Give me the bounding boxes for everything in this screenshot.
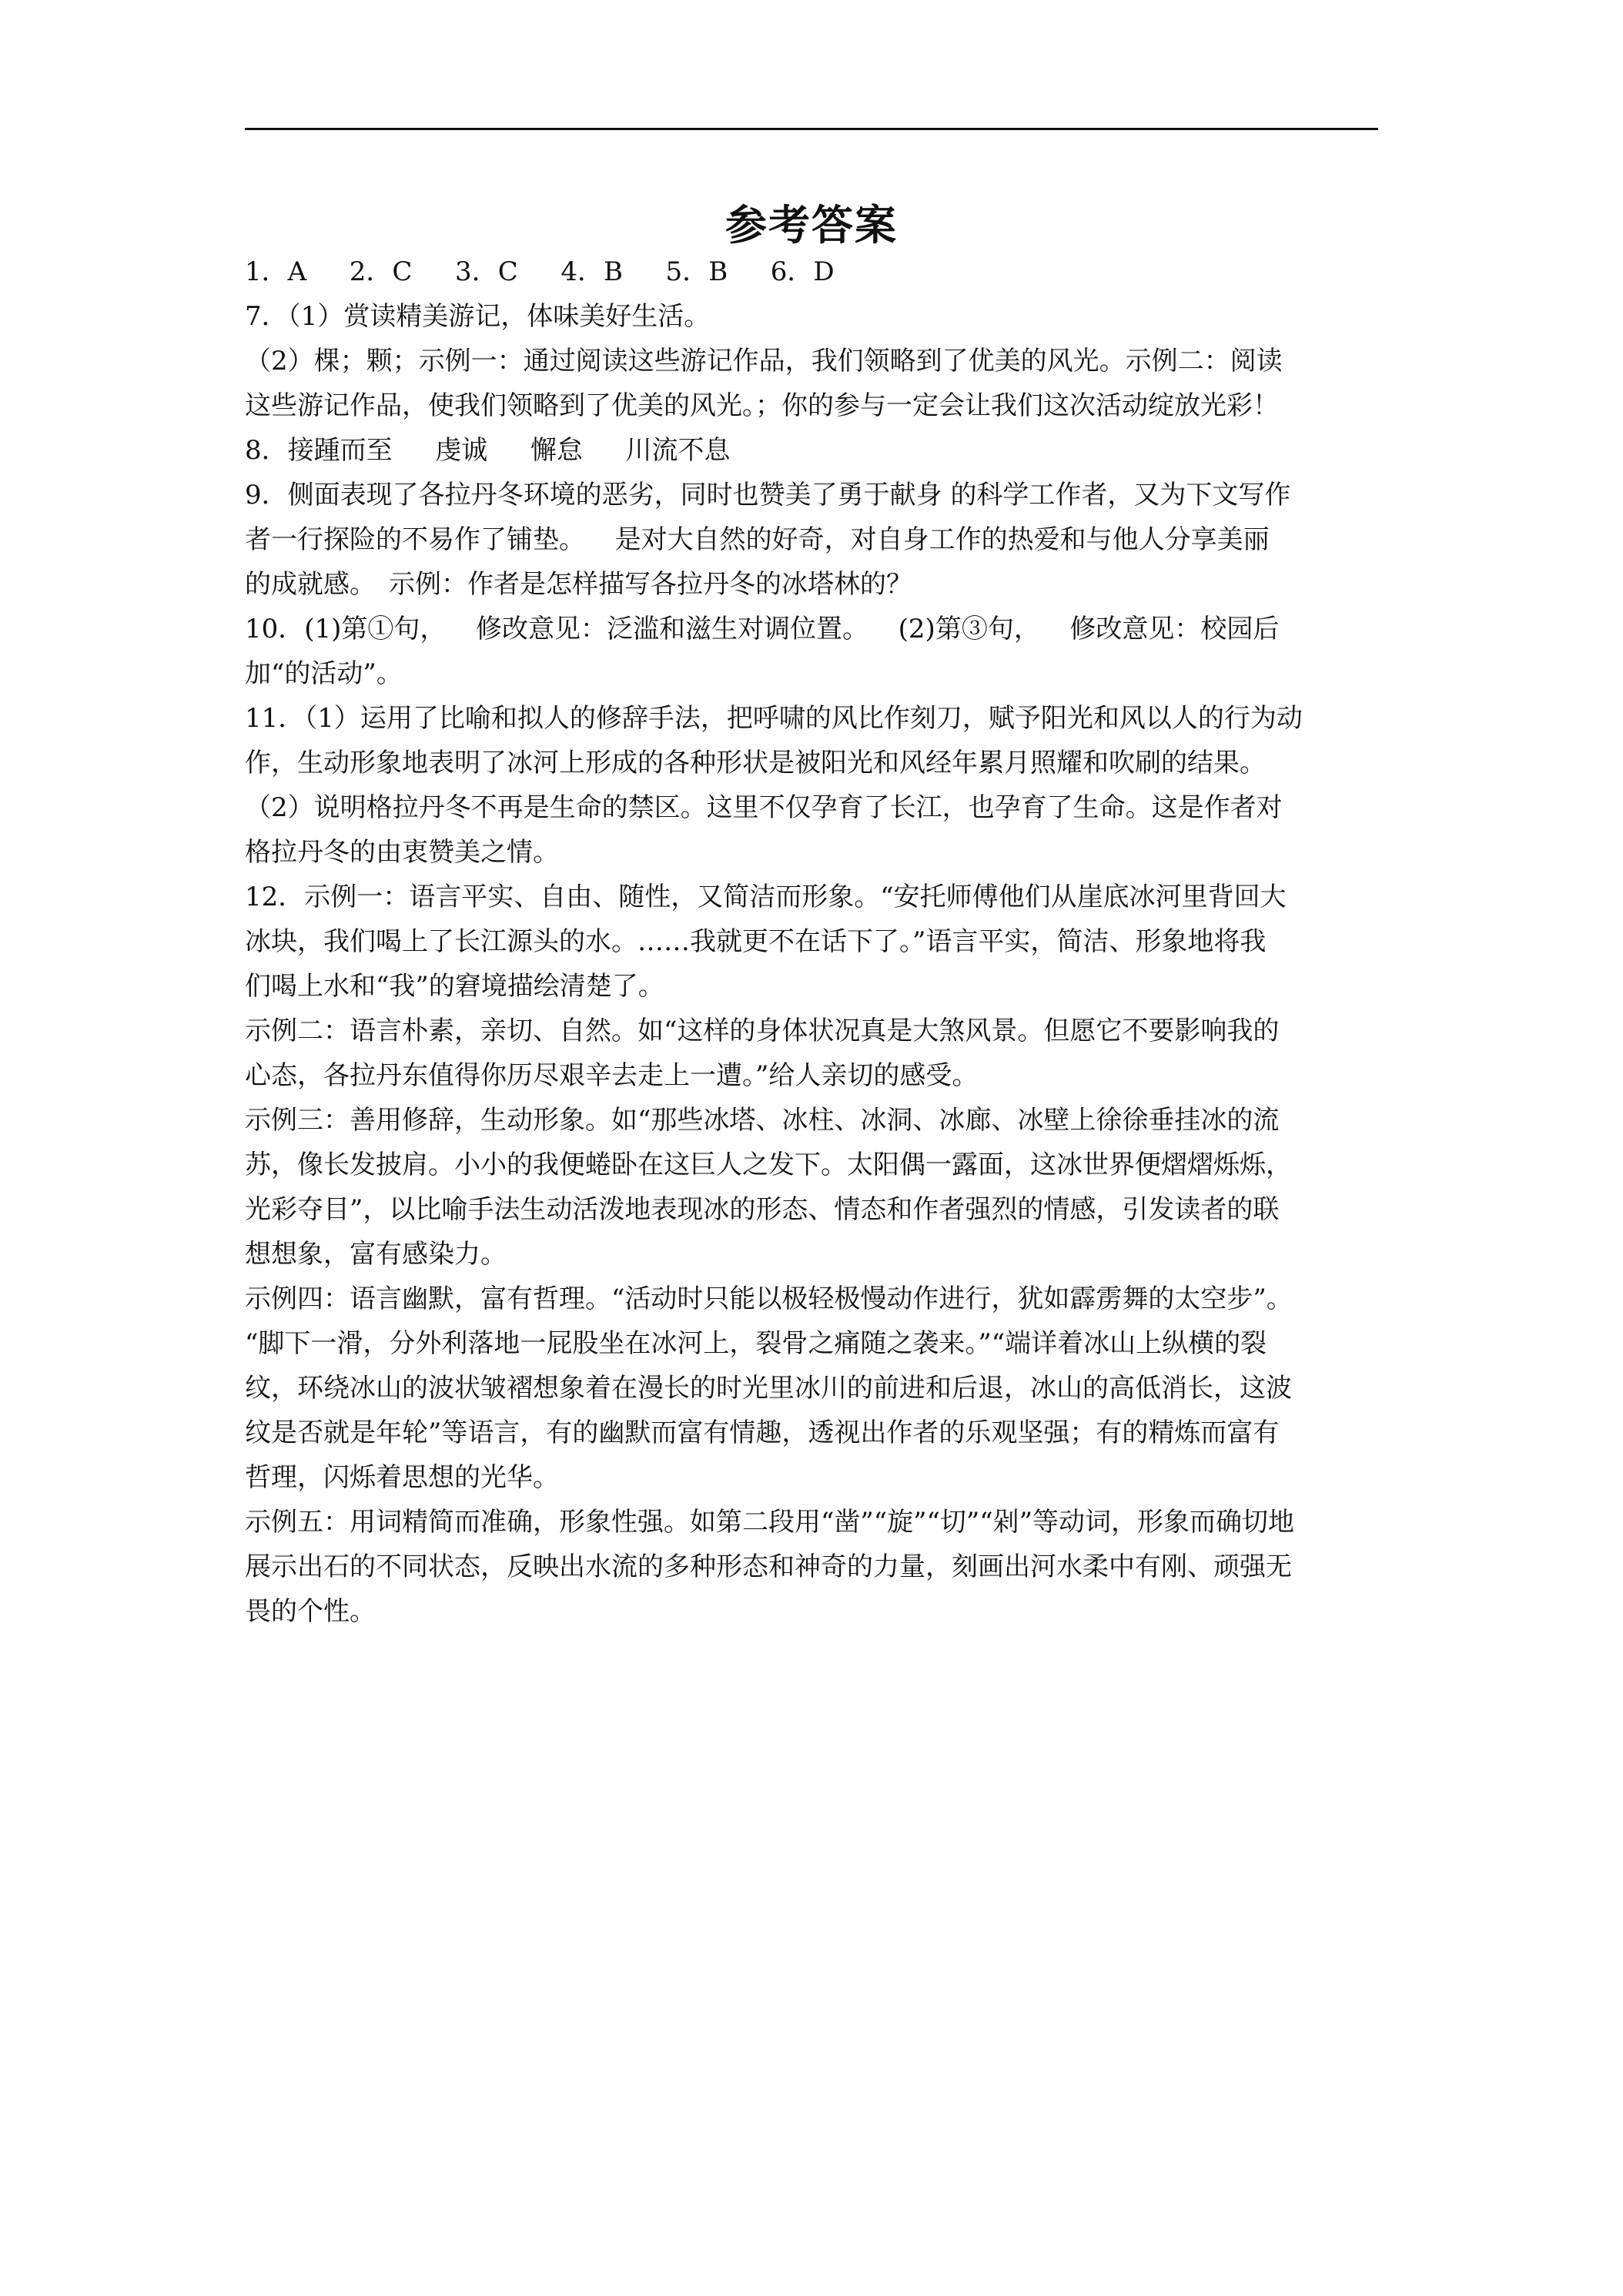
- answer-line: 9．侧面表现了各拉丹冬环境的恶劣，同时也赞美了勇于献身 的科学工作者，又为下文写作: [245, 480, 1291, 510]
- answer-line: 7．（1）赏读精美游记，体味美好生活。: [245, 301, 711, 332]
- answer-line: 们喝上水和“我”的窘境描绘清楚了。: [245, 971, 664, 1002]
- answer-line: 格拉丹冬的由衷赞美之情。: [245, 837, 559, 868]
- answer-line: 示例四：语言幽默，富有哲理。“活动时只能以极轻极慢动作进行，犹如霹雳舞的太空步”。: [245, 1284, 1293, 1314]
- answer-line: 纹，环绕冰山的波状皱褶想象着在漫长的时光里冰川的前进和后退，冰山的高低消长，这波: [245, 1373, 1292, 1404]
- answer-line: 者一行探险的不易作了铺垫。 是对大自然的好奇，对自身工作的热爱和与他人分享美丽: [245, 524, 1270, 555]
- header-rule: [245, 128, 1378, 130]
- answer-line: 示例二：语言朴素，亲切、自然。如“这样的身体状况真是大煞风景。但愿它不要影响我的: [245, 1016, 1280, 1046]
- page-title: 参考答案: [725, 200, 898, 249]
- answer-line: 哲理，闪烁着思想的光华。: [245, 1462, 559, 1493]
- answer-line: 苏，像长发披肩。小小的我便蜷卧在这巨人之发下。太阳偶一露面，这冰世界便熠熠烁烁，: [245, 1150, 1292, 1180]
- answer-line: 1．A 2．C 3．C 4．B 5．B 6．D: [245, 256, 835, 287]
- answer-line: 加“的活动”。: [245, 658, 403, 689]
- answer-line: 的成就感。 示例：作者是怎样描写各拉丹冬的冰塔林的？: [245, 569, 912, 600]
- answer-line: 纹是否就是年轮”等语言，有的幽默而富有情趣，透视出作者的乐观坚强；有的精炼而富有: [245, 1417, 1280, 1448]
- answer-line: 冰块，我们喝上了长江源头的水。……我就更不在话下了。”语言平实，简洁、形象地将我: [245, 926, 1267, 957]
- answer-line: 10．(1)第①句， 修改意见：泛滥和滋生对调位置。 (2)第③句， 修改意见：校园后: [245, 614, 1280, 644]
- answer-line: 这些游记作品，使我们领略到了优美的风光。；你的参与一定会让我们这次活动绽放光彩！: [245, 390, 1279, 421]
- answer-line: 展示出石的不同状态，反映出水流的多种形态和神奇的力量，刻画出河水柔中有刚、顽强无: [245, 1551, 1292, 1582]
- answer-line: 示例五：用词精简而准确，形象性强。如第二段用“凿”“旋”“切”“剁”等动词，形象而确切地: [245, 1507, 1295, 1538]
- answer-line: 11．（1）运用了比喻和拟人的修辞手法，把呼啸的风比作刻刀，赋予阳光和风以人的行为动: [245, 703, 1303, 734]
- answer-line: “脚下一滑，分外利落地一屁股坐在冰河上，裂骨之痛随之袭来。”“端详着冰山上纵横的裂: [245, 1328, 1267, 1359]
- answer-line: 示例三：善用修辞，生动形象。如“那些冰塔、冰柱、冰洞、冰廊、冰壁上徐徐垂挂冰的流: [245, 1105, 1280, 1136]
- answer-line: 光彩夺目”，以比喻手法生动活泼地表现冰的形态、情态和作者强烈的情感，引发读者的联: [245, 1194, 1280, 1225]
- answer-line: 畏的个性。: [245, 1596, 376, 1627]
- answer-line: 作，生动形象地表明了冰河上形成的各种形状是被阳光和风经年累月照耀和吹刷的结果。: [245, 748, 1266, 778]
- answer-line: （2）棵；颗；示例一：通过阅读这些游记作品，我们领略到了优美的风光。示例二：阅读: [245, 346, 1283, 377]
- answer-body: [245, 249, 1378, 1634]
- answer-line: 12．示例一：语言平实、自由、随性，又简洁而形象。“安托师傅他们从崖底冰河里背回大: [245, 882, 1287, 912]
- answer-line: 想想象，富有感染力。: [245, 1239, 507, 1270]
- answer-line: 心态，各拉丹东值得你历尽艰辛去走上一遭。”给人亲切的感受。: [245, 1060, 979, 1091]
- answer-line: （2）说明格拉丹冬不再是生命的禁区。这里不仅孕育了长江，也孕育了生命。这是作者对: [245, 792, 1283, 823]
- answer-line: 8．接踵而至 虔诚 懈怠 川流不息: [245, 435, 731, 466]
